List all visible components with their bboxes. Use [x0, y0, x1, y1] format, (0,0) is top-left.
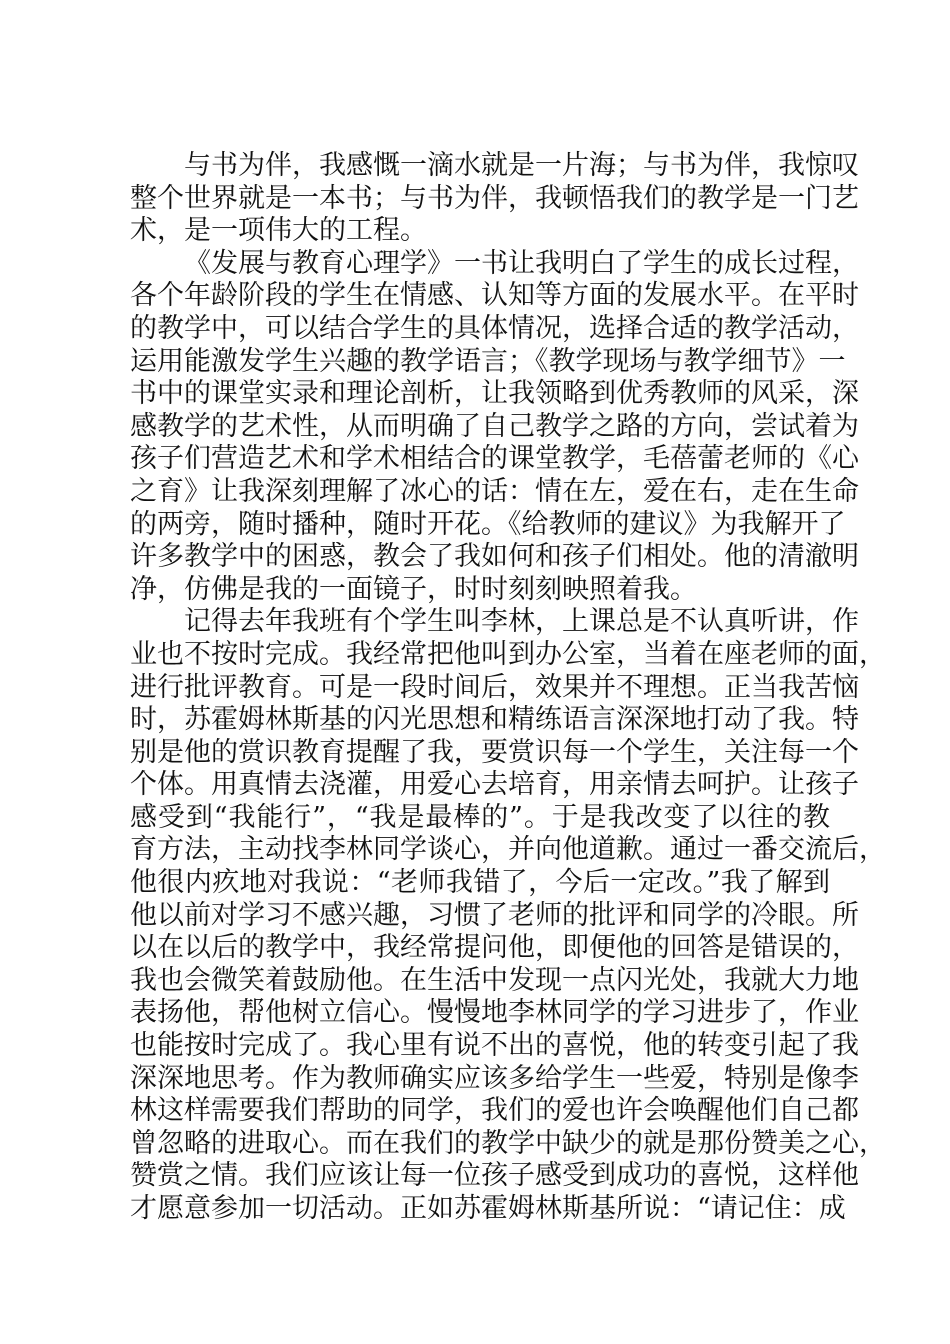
- paragraph-line: 赞赏之情。我们应该让每一位孩子感受到成功的喜悦，这样他: [130, 1160, 859, 1192]
- paragraph-line: 许多教学中的困惑，教会了我如何和孩子们相处。他的清澈明: [130, 541, 859, 573]
- paragraph-line: 术，是一项伟大的工程。: [130, 215, 427, 247]
- paragraph-line: 别是他的赏识教育提醒了我，要赏识每一个学生，关注每一个: [130, 736, 859, 768]
- paragraph-line: 业也不按时完成。我经常把他叫到办公室，当着在座老师的面，: [130, 638, 886, 670]
- paragraph-line: 书中的课堂实录和理论剖析，让我领略到优秀教师的风采，深: [130, 378, 859, 410]
- paragraph-line: 我也会微笑着鼓励他。在生活中发现一点闪光处，我就大力地: [130, 964, 859, 996]
- paragraph-line: 以在以后的教学中，我经常提问他，即便他的回答是错误的，: [130, 932, 859, 964]
- paragraph-line: 他很内疚地对我说：“老师我错了，今后一定改。”我了解到: [130, 867, 830, 899]
- paragraph-line: 整个世界就是一本书；与书为伴，我顿悟我们的教学是一门艺: [130, 182, 859, 214]
- paragraph-line: 的两旁，随时播种，随时开花。《给教师的建议》为我解开了: [130, 508, 846, 540]
- paragraph-line: 也能按时完成了。我心里有说不出的喜悦，他的转变引起了我: [130, 1030, 859, 1062]
- paragraph-line: 感受到“我能行”，“我是最棒的”。于是我改变了以往的教: [130, 801, 830, 833]
- document-body: [130, 150, 886, 1226]
- paragraph-1: [130, 150, 859, 248]
- paragraph-line: 的教学中，可以结合学生的具体情况，选择合适的教学活动，: [130, 312, 859, 344]
- paragraph-line: 深深地思考。作为教师确实应该多给学生一些爱，特别是像李: [130, 1062, 859, 1094]
- paragraph-line: 表扬他，帮他树立信心。慢慢地李林同学的学习进步了，作业: [130, 997, 859, 1029]
- paragraph-line: 曾忽略的进取心。而在我们的教学中缺少的就是那份赞美之心，: [130, 1127, 886, 1159]
- paragraph-line: 净，仿佛是我的一面镜子，时时刻刻映照着我。: [130, 573, 697, 605]
- paragraph-line: 进行批评教育。可是一段时间后，效果并不理想。正当我苦恼: [130, 671, 859, 703]
- paragraph-line: 他以前对学习不感兴趣，习惯了老师的批评和同学的冷眼。所: [130, 899, 859, 931]
- paragraph-line: 各个年龄阶段的学生在情感、认知等方面的发展水平。在平时: [130, 280, 859, 312]
- paragraph-line: 育方法，主动找李林同学谈心，并向他道歉。通过一番交流后，: [130, 834, 886, 866]
- paragraph-line: 个体。用真情去浇灌，用爱心去培育，用亲情去呵护。让孩子: [130, 769, 859, 801]
- paragraph-line: 才愿意参加一切活动。正如苏霍姆林斯基所说：“请记住：成: [130, 1193, 846, 1224]
- paragraph-line: 与书为伴，我感慨一滴水就是一片海；与书为伴，我惊叹: [184, 150, 859, 181]
- paragraph-line: 《发展与教育心理学》一书让我明白了学生的成长过程，: [184, 247, 859, 279]
- paragraph-line: 林这样需要我们帮助的同学，我们的爱也许会唤醒他们自己都: [130, 1095, 859, 1127]
- paragraph-line: 孩子们营造艺术和学术相结合的课堂教学，毛蓓蕾老师的《心: [130, 443, 859, 475]
- paragraph-line: 运用能激发学生兴趣的教学语言；《教学现场与教学细节》一: [130, 345, 846, 377]
- paragraph-2: [130, 247, 859, 607]
- paragraph-line: 之育》让我深刻理解了冰心的话：情在左，爱在右，走在生命: [130, 475, 859, 507]
- paragraph-line: 时，苏霍姆林斯基的闪光思想和精练语言深深地打动了我。特: [130, 704, 859, 736]
- paragraph-line: 感教学的艺术性，从而明确了自己教学之路的方向，尝试着为: [130, 410, 859, 442]
- paragraph-line: 记得去年我班有个学生叫李林，上课总是不认真听讲，作: [184, 606, 859, 638]
- paragraph-3: [130, 606, 886, 1225]
